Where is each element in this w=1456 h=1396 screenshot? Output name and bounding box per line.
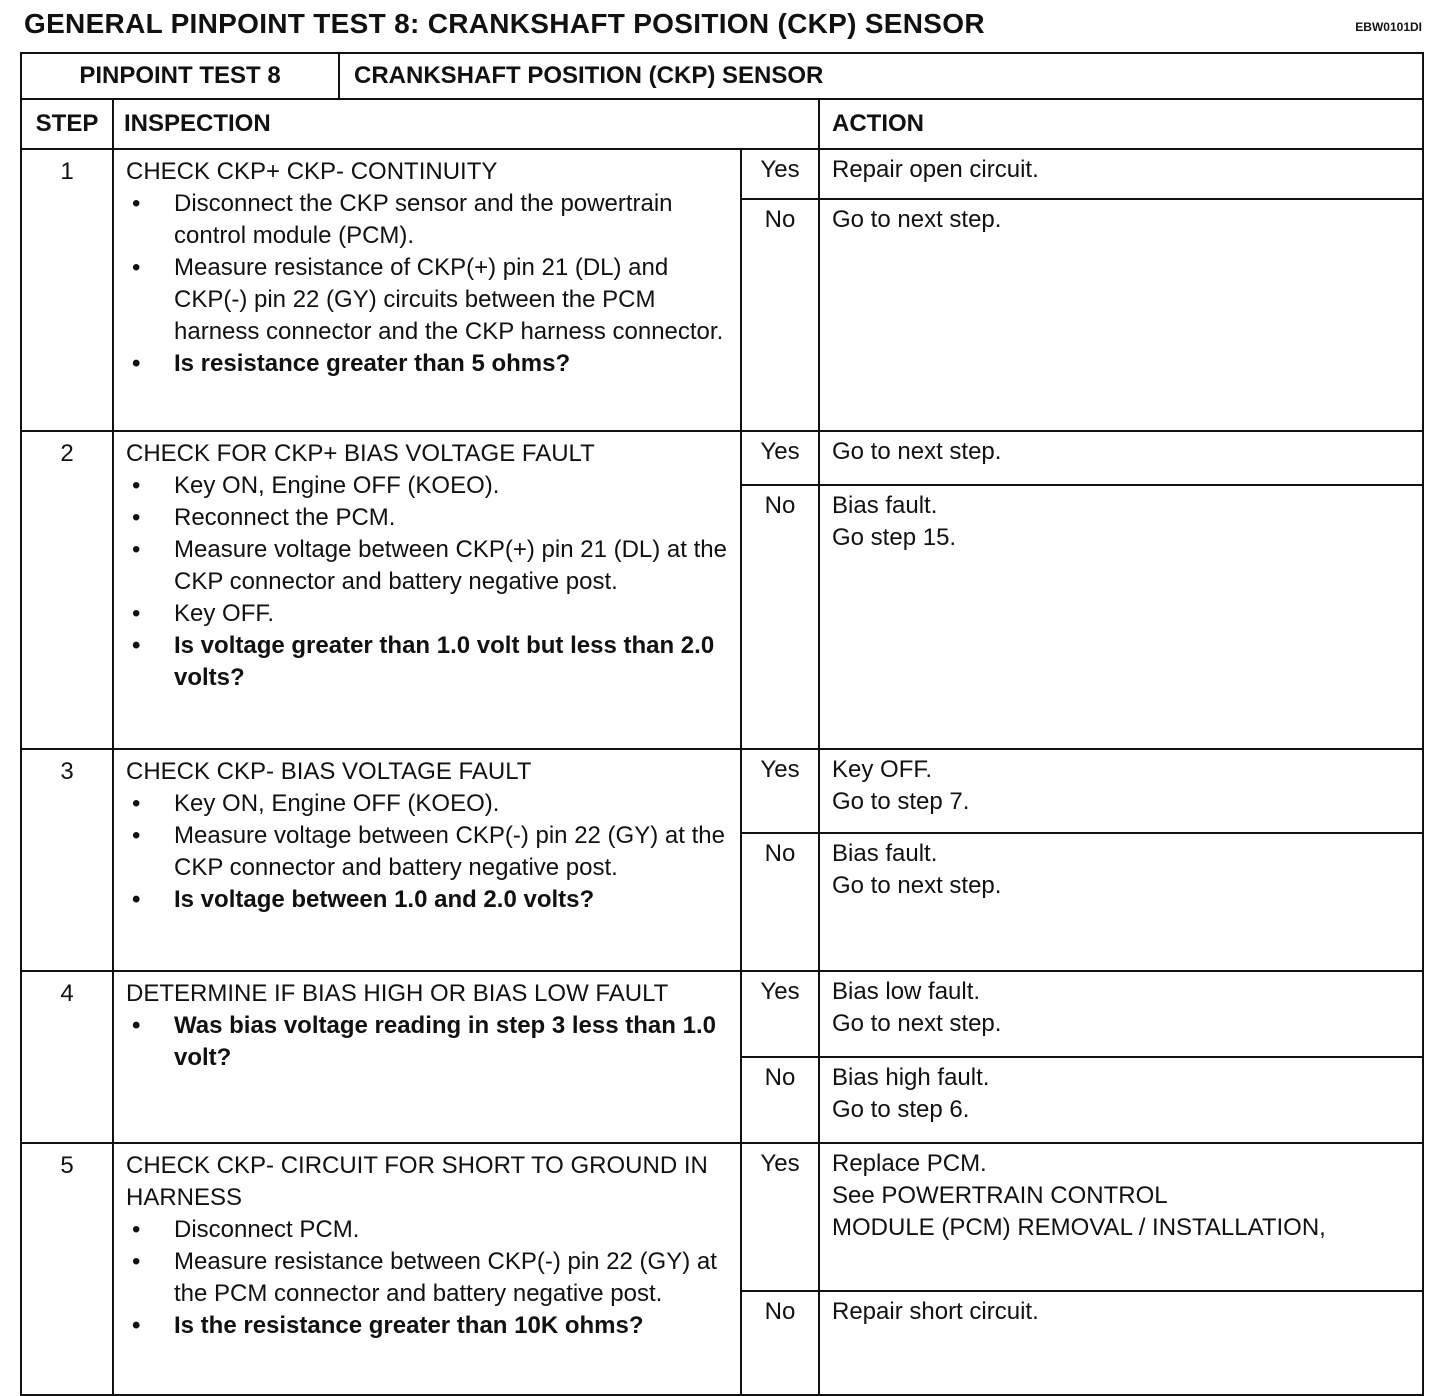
no-action: [819, 833, 1423, 971]
step-instruction: • Reconnect the PCM.: [126, 502, 730, 534]
step-instruction: • Measure voltage between CKP(-) pin 22 (GY) at the CKP connector and battery negative post.: [126, 820, 730, 884]
action-line: Go to next step.: [832, 206, 1002, 233]
action-line: Go to next step.: [832, 872, 1002, 899]
step-number: 1: [21, 149, 113, 431]
action-line: Go to next step.: [832, 1010, 1002, 1037]
page-title: GENERAL PINPOINT TEST 8: CRANKSHAFT POSITION (CKP) SENSOR: [24, 8, 985, 39]
steps-body: [21, 149, 1423, 1395]
step-instruction: • Disconnect the CKP sensor and the powertrain control module (PCM).: [126, 188, 730, 252]
step-number: 2: [21, 431, 113, 749]
step-instruction: • Measure voltage between CKP(+) pin 21 (DL) at the CKP connector and battery negative post.: [126, 534, 730, 598]
action-column-header: ACTION: [819, 99, 1423, 149]
action-line: Bias fault.: [832, 492, 938, 519]
step-row: [21, 149, 1423, 199]
step-instruction: • Measure resistance between CKP(-) pin 22 (GY) at the PCM connector and battery negative post.: [126, 1246, 730, 1310]
test-name: CRANKSHAFT POSITION (CKP) SENSOR: [339, 53, 1423, 99]
action-line: Key OFF.: [832, 756, 933, 783]
step-question: • Is the resistance greater than 10K ohms?: [126, 1310, 730, 1342]
yes-action: [819, 1143, 1423, 1291]
yes-label: Yes: [741, 1143, 819, 1291]
no-label: No: [741, 199, 819, 431]
no-label: No: [741, 833, 819, 971]
yes-label: Yes: [741, 971, 819, 1057]
step-bullet-list: [126, 788, 730, 916]
step-instruction: • Key ON, Engine OFF (KOEO).: [126, 470, 730, 502]
no-label: No: [741, 1057, 819, 1143]
step-bullet-list: [126, 1010, 730, 1074]
yes-action: [819, 971, 1423, 1057]
yes-action: [819, 431, 1423, 485]
action-line: Repair open circuit.: [832, 156, 1039, 183]
action-line: Bias low fault.: [832, 978, 981, 1005]
action-line: Go step 15.: [832, 524, 957, 551]
step-question: • Is voltage greater than 1.0 volt but less than 2.0 volts?: [126, 630, 730, 694]
inspection-column-header: INSPECTION: [113, 99, 819, 149]
pinpoint-test-table: [20, 52, 1424, 1396]
step-instruction: • Key ON, Engine OFF (KOEO).: [126, 788, 730, 820]
step-title: CHECK FOR CKP+ BIAS VOLTAGE FAULT: [126, 440, 595, 467]
step-number: 3: [21, 749, 113, 971]
step-question: • Was bias voltage reading in step 3 less than 1.0 volt?: [126, 1010, 730, 1074]
step-row: [21, 749, 1423, 833]
action-line: Replace PCM.: [832, 1150, 987, 1177]
test-label: PINPOINT TEST 8: [21, 53, 339, 99]
action-line: Go to step 7.: [832, 788, 970, 815]
no-action: [819, 485, 1423, 749]
step-title: CHECK CKP- CIRCUIT FOR SHORT TO GROUND IN HARNESS: [126, 1152, 708, 1211]
no-action: [819, 1291, 1423, 1395]
document-code: EBW0101DI: [1355, 20, 1422, 34]
action-line: See POWERTRAIN CONTROL: [832, 1182, 1168, 1209]
step-title: DETERMINE IF BIAS HIGH OR BIAS LOW FAULT: [126, 980, 669, 1007]
test-title-row: [21, 53, 1423, 99]
step-inspection: [113, 971, 741, 1143]
action-line: Bias fault.: [832, 840, 938, 867]
step-row: [21, 971, 1423, 1057]
step-instruction: • Disconnect PCM.: [126, 1214, 730, 1246]
step-column-header: STEP: [21, 99, 113, 149]
step-number: 4: [21, 971, 113, 1143]
step-instruction: • Key OFF.: [126, 598, 730, 630]
step-inspection: [113, 149, 741, 431]
yes-action: [819, 749, 1423, 833]
step-title: CHECK CKP+ CKP- CONTINUITY: [126, 158, 498, 185]
step-inspection: [113, 1143, 741, 1395]
step-inspection: [113, 749, 741, 971]
yes-action: [819, 149, 1423, 199]
step-question: • Is resistance greater than 5 ohms?: [126, 348, 730, 380]
no-label: No: [741, 485, 819, 749]
step-bullet-list: [126, 470, 730, 694]
column-header-row: [21, 99, 1423, 149]
no-action: [819, 199, 1423, 431]
no-action: [819, 1057, 1423, 1143]
action-line: Go to step 6.: [832, 1096, 970, 1123]
action-line: Bias high fault.: [832, 1064, 990, 1091]
step-row: [21, 1143, 1423, 1291]
action-line: Go to next step.: [832, 438, 1002, 465]
step-instruction: • Measure resistance of CKP(+) pin 21 (DL) and CKP(-) pin 22 (GY) circuits between the PCM harness connector and the CKP harness connector.: [126, 252, 730, 348]
step-title: CHECK CKP- BIAS VOLTAGE FAULT: [126, 758, 532, 785]
yes-label: Yes: [741, 431, 819, 485]
step-row: [21, 431, 1423, 485]
step-bullet-list: [126, 188, 730, 380]
step-inspection: [113, 431, 741, 749]
step-number: 5: [21, 1143, 113, 1395]
step-bullet-list: [126, 1214, 730, 1342]
action-line: Repair short circuit.: [832, 1298, 1039, 1325]
action-line: MODULE (PCM) REMOVAL / INSTALLATION,: [832, 1214, 1326, 1241]
yes-label: Yes: [741, 749, 819, 833]
no-label: No: [741, 1291, 819, 1395]
step-question: • Is voltage between 1.0 and 2.0 volts?: [126, 884, 730, 916]
yes-label: Yes: [741, 149, 819, 199]
